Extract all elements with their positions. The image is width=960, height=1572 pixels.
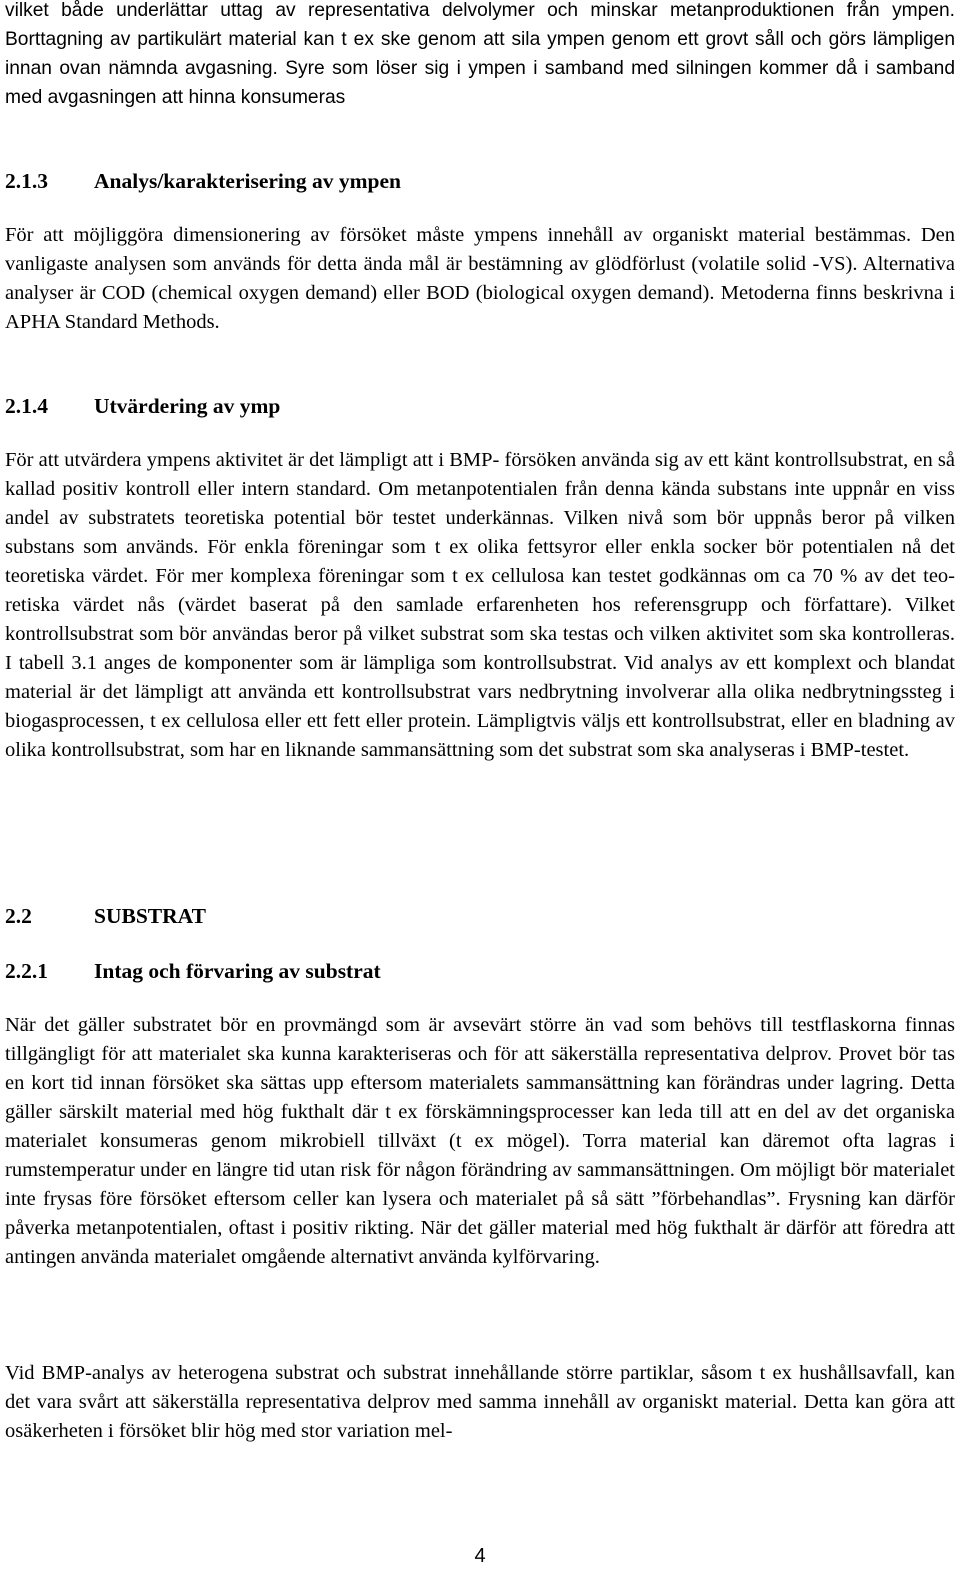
- page-number: 4: [474, 1545, 486, 1567]
- section-number: 2.2.1: [5, 959, 48, 983]
- body-paragraph: När det gäller substratet bör en provmängd som är avsevärt större än vad som behövs till testflaskorna finnas tillgängligt för att materialet ska kunna karakteriseras och för att säkerställa representativa delprov. Provet bör tas en kort tid innan försöket ska sättas upp eftersom materialets sammansättning kan förändras under lagring. Detta gäller särskilt material med hög fukthalt där t ex förskämningsprocesser kan leda till att en del av det organiska materialet konsumeras genom mikrobiell tillväxt (t ex mögel). Torra material kan däremot ofta lagras i rumstemperatur under en längre tid utan risk för någon förändring av sammansättningen. Om möjligt bör materialet inte frysas före försöket eftersom celler kan lysera och materialet på så sätt ”förbehandlas”. Frysning kan därför påverka metanpotentialen, oftast i positiv rikting. När det gäller material med hög fukthalt är därför att föredra att antingen använda materialet omgående alternativt använda kylförvaring.: [5, 1014, 955, 1268]
- body-paragraph: För att möjliggöra dimensionering av försöket måste ympens innehåll av organiskt material bestämmas. Den vanligaste analysen som används för detta ända mål är bestämning av glödförlust (volatile solid -VS). Alternativa analyser är COD (chemical oxygen demand) eller BOD (biological oxygen demand). Metoderna finns beskrivna i APHA Standard Methods.: [5, 224, 955, 333]
- section-title: Utvärdering av ymp: [94, 394, 281, 418]
- section-heading-2-1-4: [5, 392, 280, 420]
- body-paragraph: Vid BMP-analys av heterogena substrat och substrat innehållande större partiklar, såsom t ex hushållsavfall, kan det vara svårt att säkerställa representativa delprov med samma innehåll av organiskt material. Detta kan göra att osäkerheten i försöket blir hög med stor variation mel-: [5, 1362, 955, 1442]
- section-title: Analys/karakterisering av ympen: [94, 169, 401, 193]
- intro-paragraph: vilket både underlättar uttag av representativa delvolymer och minskar metanproduktionen från ympen. Borttagning av partikulärt material kan t ex ske genom att sila ympen genom ett grovt såll och görs lämpligen innan ovan nämnda avgasning. Syre som löser sig i ympen i samband med silningen kommer då i samband med avgasningen att hinna konsumeras: [5, 0, 955, 108]
- section-title: Intag och förvaring av substrat: [94, 959, 381, 983]
- document-page: [5, 0, 955, 1572]
- section-heading-2-2: [5, 902, 206, 930]
- section-number: 2.2: [5, 904, 32, 928]
- section-title: SUBSTRAT: [94, 904, 206, 928]
- section-heading-2-1-3: [5, 167, 401, 195]
- body-paragraph: För att utvärdera ympens aktivitet är det lämpligt att i BMP- försöken använda sig av ett känt kontrollsubstrat, en så kallad positiv kontroll eller intern standard. Om metanpotentialen från denna kända substans inte uppnår en viss andel av substratets teoretiska potential bör testet underkännas. Vilken nivå som bör uppnås beror på vilken substans som används. För enkla föreningar som t ex olika fettsyror eller enkla socker bör potentialen nå det teoretiska värdet. För mer komplexa föreningar som t ex cellulosa kan testet godkännas om ca 70 % av det teoretiska värdet nås (värdet baserat på den samlade erfarenheten hos referensgrupp och författare). Vilket kontrollsubstrat som bör användas beror på vilket substrat som ska testas och vilken aktivitet som ska kontrolleras. I tabell 3.1 anges de komponenter som är lämpliga som kontrollsubstrat. Vid analys av ett komplext och blandat material är det lämpligt att använda ett kontrollsubstrat vars nedbrytning involverar alla olika nedbrytningssteg i biogasprocessen, t ex cellulosa eller ett fett eller protein. Lämpligtvis väljs ett kontrollsubstrat, eller en bladning av olika kontrollsubstrat, som har en liknande sammansättning som det substrat som ska analyseras i BMP-testet.: [5, 449, 955, 761]
- section-number: 2.1.3: [5, 169, 48, 193]
- section-heading-2-2-1: [5, 957, 381, 985]
- section-number: 2.1.4: [5, 394, 48, 418]
